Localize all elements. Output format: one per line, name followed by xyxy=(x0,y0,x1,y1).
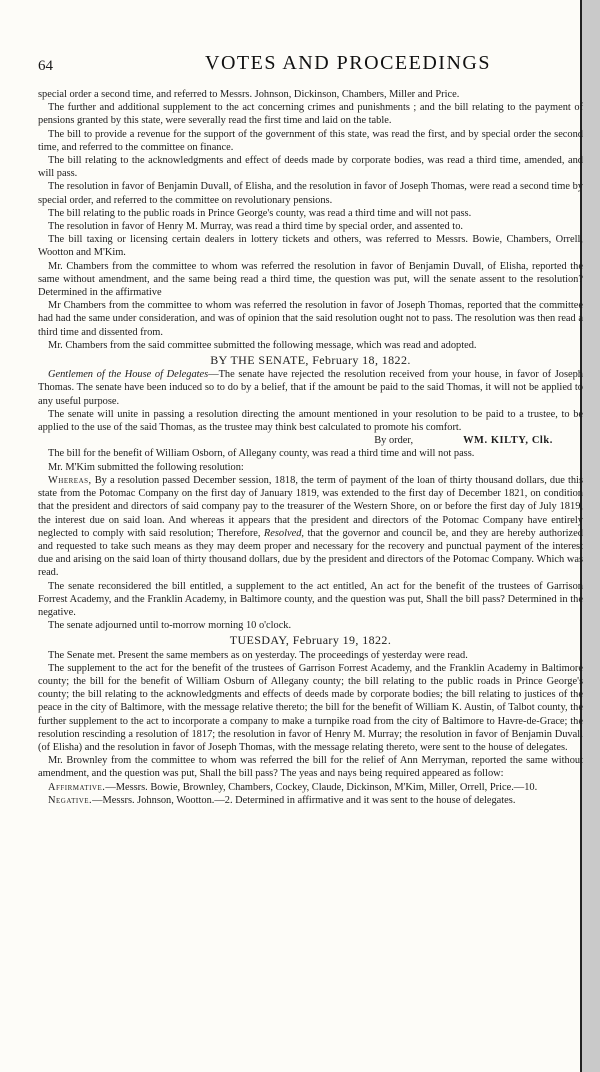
message-salutation: Gentlemen of the House of Delegates xyxy=(48,369,209,381)
day-heading: TUESDAY, February 19, 1822. xyxy=(229,633,392,648)
affirmative-names: —Messrs. Bowie, Brownley, Chambers, Cockey, Claude, Dickinson, M'Kim, Miller, Orrell, Price.—10. xyxy=(105,781,538,793)
paragraph: The bill relating to the public roads in Prince George's county, was read a third time and will not pass. xyxy=(48,207,472,219)
paragraph: The senate reconsidered the bill entitled, a supplement to the act entitled, An act for the benefit of the trustees of Garrison Forrest Academy, and the Franklin Academy, in Baltimore county, and the question was put, Shall the bill pass? Determined in the negative. xyxy=(38,580,583,618)
paragraph: Mr. M'Kim submitted the following resolution: xyxy=(48,461,244,473)
page-header xyxy=(38,52,578,82)
paragraph: The bill relating to the acknowledgments and effect of deeds made by corporate bodies, was read a third time, amended, and will pass. xyxy=(38,155,583,180)
paragraph: The senate adjourned until to-morrow morning 10 o'clock. xyxy=(48,620,292,632)
paragraph: Mr. Chambers from the said committee submitted the following message, which was read and adopted. xyxy=(48,339,477,351)
paragraph: The Senate met. Present the same members as on yesterday. The proceedings of yesterday were read. xyxy=(48,649,468,661)
senate-message-heading: BY THE SENATE, February 18, 1822. xyxy=(210,353,411,368)
paragraph: The supplement to the act for the benefit of the trustees of Garrison Forrest Academy, and the Franklin Academy in Baltimore county; the bill for the benefit of William Osburn of Allegany county; the bill relating to the public roads in Prince George's county; the bill relating to the acknowledgments and effects of deeds made by corporate bodies; the bill relating to justices of the peace in the city of Baltimore, with the message relative thereto; the bill for the benefit of William K. Austin, of Talbot county, the further supplement to the act to incorporate a company to make a turnpike road from the city of Baltimore to Havre-de-Grace; the resolution rescinding a resolution of 1817; the resolution in favor of Henry M. Murray; the resolution in favor of Benjamin Duvall (of Elisha) and the resolution in favor of Joseph Thomas, with the message relating thereto, were sent to the house of delegates. xyxy=(38,662,583,753)
paragraph: Mr. Brownley from the committee to whom was referred the bill for the relief of Ann Merryman, reported the same without amendment, and the question was put, Shall the bill pass? The yeas and nays being required appeared as follow: xyxy=(38,755,583,780)
resolution-paragraph xyxy=(38,474,583,580)
paragraph: The bill to provide a revenue for the support of the government of this state, was read the first, and by special order the second time, and referred to the committee on finance. xyxy=(38,128,583,153)
resolution-text: By a resolution passed December session, 1818, the term of payment of the loan of thirty thousand dollars, due this state from the Potomac Company on the first day of January 1819, was extended to the first day of December 1821, on condition that the president and directors of said company pay to the treasurer of the Western Shore, on or before the first day of July 1819, the interest due on said loan. And whereas it appears that the president and directors of the Potomac Company have entirely neglected to comply with said resolution; Therefore, xyxy=(38,474,583,539)
body-text xyxy=(38,88,583,807)
paragraph: The bill taxing or licensing certain dealers in lottery tickets and others, was referred to Messrs. Bowie, Chambers, Orrell, Wootton and M'Kim. xyxy=(38,234,583,259)
clerk-signature: WM. KILTY, Clk. xyxy=(463,435,553,447)
negative-names: —Messrs. Johnson, Wootton.—2. Determined in affirmative and it was sent to the house of delegates. xyxy=(92,794,516,806)
message-paragraph xyxy=(38,368,583,408)
vote-affirmative xyxy=(38,781,583,794)
message-paragraph: The senate will unite in passing a resolution directing the amount mentioned in your resolution to be paid to a trustee, to be applied to the use of the said Thomas, as the trustee may think best calculated to promote his comfort. xyxy=(38,408,583,434)
paragraph: Mr. Chambers from the committee to whom was referred the resolution in favor of Benjamin Duvall, of Elisha, reported the same without amendment, and the same being read a third time, the question was put, will the senate assent to the resolution? Determined in the affirmative xyxy=(38,260,583,299)
running-title: VOTES AND PROCEEDINGS xyxy=(205,52,491,74)
affirmative-label: Affirmative. xyxy=(48,781,106,793)
resolved-word: Resolved, xyxy=(263,527,305,539)
paragraph: The bill for the benefit of William Osborn, of Allegany county, was read a third time and will not pass. xyxy=(48,448,475,460)
paragraph: The resolution in favor of Henry M. Murray, was read a third time by special order, and assented to. xyxy=(48,221,463,233)
signature-line xyxy=(38,434,583,447)
paragraph: Mr Chambers from the committee to whom was referred the resolution in favor of Joseph Thomas, reported that the committee had had the same under consideration, and was of opinion that the said resolution ought not to pass. The resolution was then read a third time and dissented from. xyxy=(38,300,583,338)
paragraph: The further and additional supplement to the act concerning crimes and punishments ; and the bill relating to the payment of pensions granted by this state, were severally read the first time and laid on the table. xyxy=(38,102,583,127)
scan-edge xyxy=(582,0,600,1072)
whereas-word: Whereas, xyxy=(48,474,92,486)
by-order-text: By order, xyxy=(374,435,414,447)
vote-negative xyxy=(38,794,583,807)
paragraph: special order a second time, and referred to Messrs. Johnson, Dickinson, Chambers, Miller and Price. xyxy=(38,89,460,100)
message-text: —The senate have rejected the resolution received from your house, in favor of Joseph Thomas. The senate have been induced so to do by a belief, that if the amount be paid to the said Thomas, it will not be applied to any useful purpose. xyxy=(38,369,584,407)
page-number: 64 xyxy=(38,58,53,74)
paragraph: The resolution in favor of Benjamin Duvall, of Elisha, and the resolution in favor of Joseph Thomas, were read a second time by special order, and referred to the committee on revolutionary pensions. xyxy=(38,181,583,206)
resolution-text-continued: that the governor and council be, and they are hereby authorized and requested to take such means as they may deem proper and necessary for the recovery and punctual payment of the interest due and arising on the said loan of thirty thousand dollars, due by the president and directors of the Potomac Company. Which was read. xyxy=(38,527,583,579)
negative-label: Negative. xyxy=(48,794,93,806)
